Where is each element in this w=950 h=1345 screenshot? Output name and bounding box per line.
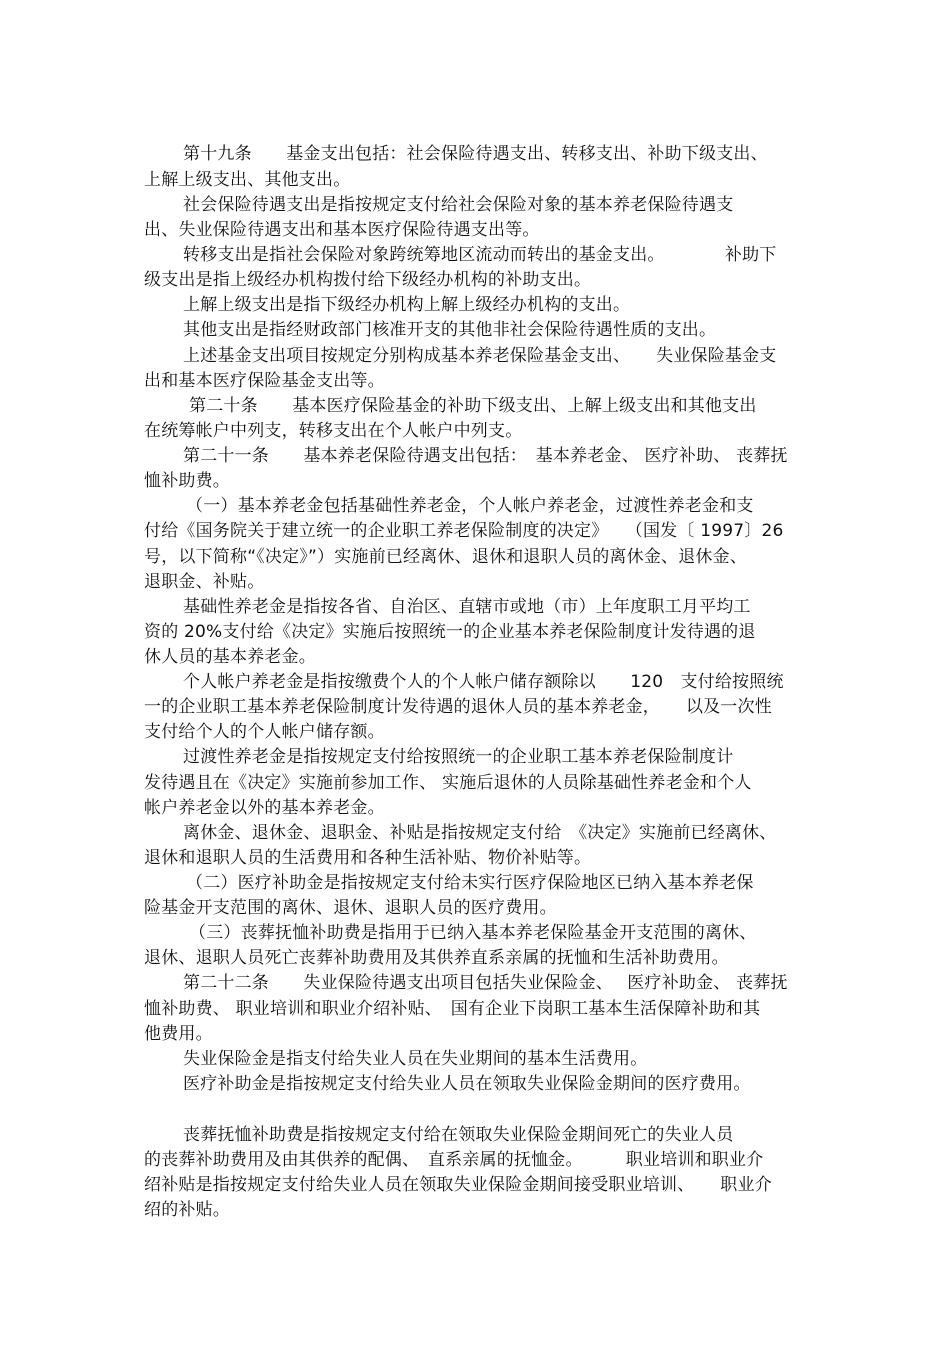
text-line: 支付给个人的个人帐户储存额。 (144, 722, 385, 742)
text-line: 医疗补助金是指按规定支付给失业人员在领取失业保险金期间的医疗费用。 (183, 1074, 751, 1094)
text-line: 社会保险待遇支出是指按规定支付给社会保险对象的基本养老保险待遇支 (183, 195, 734, 215)
text-line: 的丧葬补助费用及由其供养的配偶、 直系亲属的抚恤金。 职业培训和职业介 (144, 1150, 764, 1170)
text-line: 出、失业保险待遇支出和基本医疗保险待遇支出等。 (144, 220, 540, 240)
text-line: 一的企业职工基本养老保险制度计发待遇的退休人员的基本养老金， 以及一次性 (144, 697, 772, 717)
text-line: 其他支出是指经财政部门核准开支的其他非社会保险待遇性质的支出。 (183, 320, 717, 340)
text-line: 第十九条 基金支出包括：社会保险待遇支出、转移支出、补助下级支出、 (183, 144, 768, 164)
text-line: 上解上级支出、其他支出。 (144, 170, 351, 190)
text-line: 丧葬抚恤补助费是指按规定支付给在领取失业保险金期间死亡的失业人员 (183, 1125, 734, 1145)
text-line: 恤补助费。 (144, 471, 230, 491)
text-line: 离休金、退休金、退职金、补贴是指按规定支付给 《决定》实施前已经离休、 (183, 823, 777, 843)
text-line: 帐户养老金以外的基本养老金。 (144, 798, 385, 818)
text-line: 绍的补贴。 (144, 1200, 230, 1220)
text-line: 休人员的基本养老金。 (144, 647, 316, 667)
text-line: 退职金、补贴。 (144, 572, 265, 592)
text-line: 失业保险金是指支付给失业人员在失业期间的基本生活费用。 (183, 1049, 648, 1069)
text-line: （三）丧葬抚恤补助费是指用于已纳入基本养老保险基金开支范围的离休、 (189, 923, 757, 943)
text-line: 发待遇且在《决定》实施前参加工作、 实施后退休的人员除基础性养老金和个人 (144, 773, 752, 793)
text-line: 退休和退职人员的生活费用和各种生活补贴、物价补贴等。 (144, 848, 592, 868)
text-line: 号，以下简称“《决定》”）实施前已经离休、退休和退职人员的离休金、退休金、 (144, 547, 748, 567)
text-line: （二）医疗补助金是指按规定支付给未实行医疗保险地区已纳入基本养老保 (186, 873, 754, 893)
text-line: 级支出是指上级经办机构拨付给下级经办机构的补助支出。 (144, 270, 592, 290)
text-line: 上述基金支出项目按规定分别构成基本养老保险基金支出、 失业保险基金支 (183, 346, 777, 366)
text-line: 上解上级支出是指下级经办机构上解上级经办机构的支出。 (183, 295, 631, 315)
text-line: 在统筹帐户中列支，转移支出在个人帐户中列支。 (144, 421, 523, 441)
text-line: 险基金开支范围的离休、退休、退职人员的医疗费用。 (144, 898, 557, 918)
text-line: （一）基本养老金包括基础性养老金，个人帐户养老金，过渡性养老金和支 (186, 496, 754, 516)
text-line: 他费用。 (144, 1024, 213, 1044)
text-line: 恤补助费、 职业培训和职业介绍补贴、 国有企业下岗职工基本生活保障补助和其 (144, 999, 761, 1019)
text-line: 第二十二条 失业保险待遇支出项目包括失业保险金、 医疗补助金、 丧葬抚 (183, 973, 788, 993)
text-line: 资的 20%支付给《决定》实施后按照统一的企业基本养老保险制度计发待遇的退 (144, 622, 756, 642)
text-line: 绍补贴是指按规定支付给失业人员在领取失业保险金期间接受职业培训、 职业介 (144, 1175, 772, 1195)
text-line: 转移支出是指社会保险对象跨统筹地区流动而转出的基金支出。 补助下 (183, 245, 777, 265)
text-line: 付给《国务院关于建立统一的企业职工养老保险制度的决定》 （国发〔 1997〕26 (144, 521, 784, 541)
text-line: 基础性养老金是指按各省、自治区、直辖市或地（市）上年度职工月平均工 (183, 597, 751, 617)
text-line: 第二十一条 基本养老保险待遇支出包括： 基本养老金、 医疗补助、 丧葬抚 (183, 446, 788, 466)
text-line: 个人帐户养老金是指按缴费个人的个人帐户储存额除以 120 支付给按照统 (183, 672, 784, 692)
text-line: 出和基本医疗保险基金支出等。 (144, 371, 385, 391)
text-line: 第二十条 基本医疗保险基金的补助下级支出、上解上级支出和其他支出 (189, 396, 757, 416)
text-line: 过渡性养老金是指按规定支付给按照统一的企业职工基本养老保险制度计 (183, 747, 734, 767)
text-line: 退休、退职人员死亡丧葬补助费用及其供养直系亲属的抚恤和生活补助费用。 (144, 948, 729, 968)
